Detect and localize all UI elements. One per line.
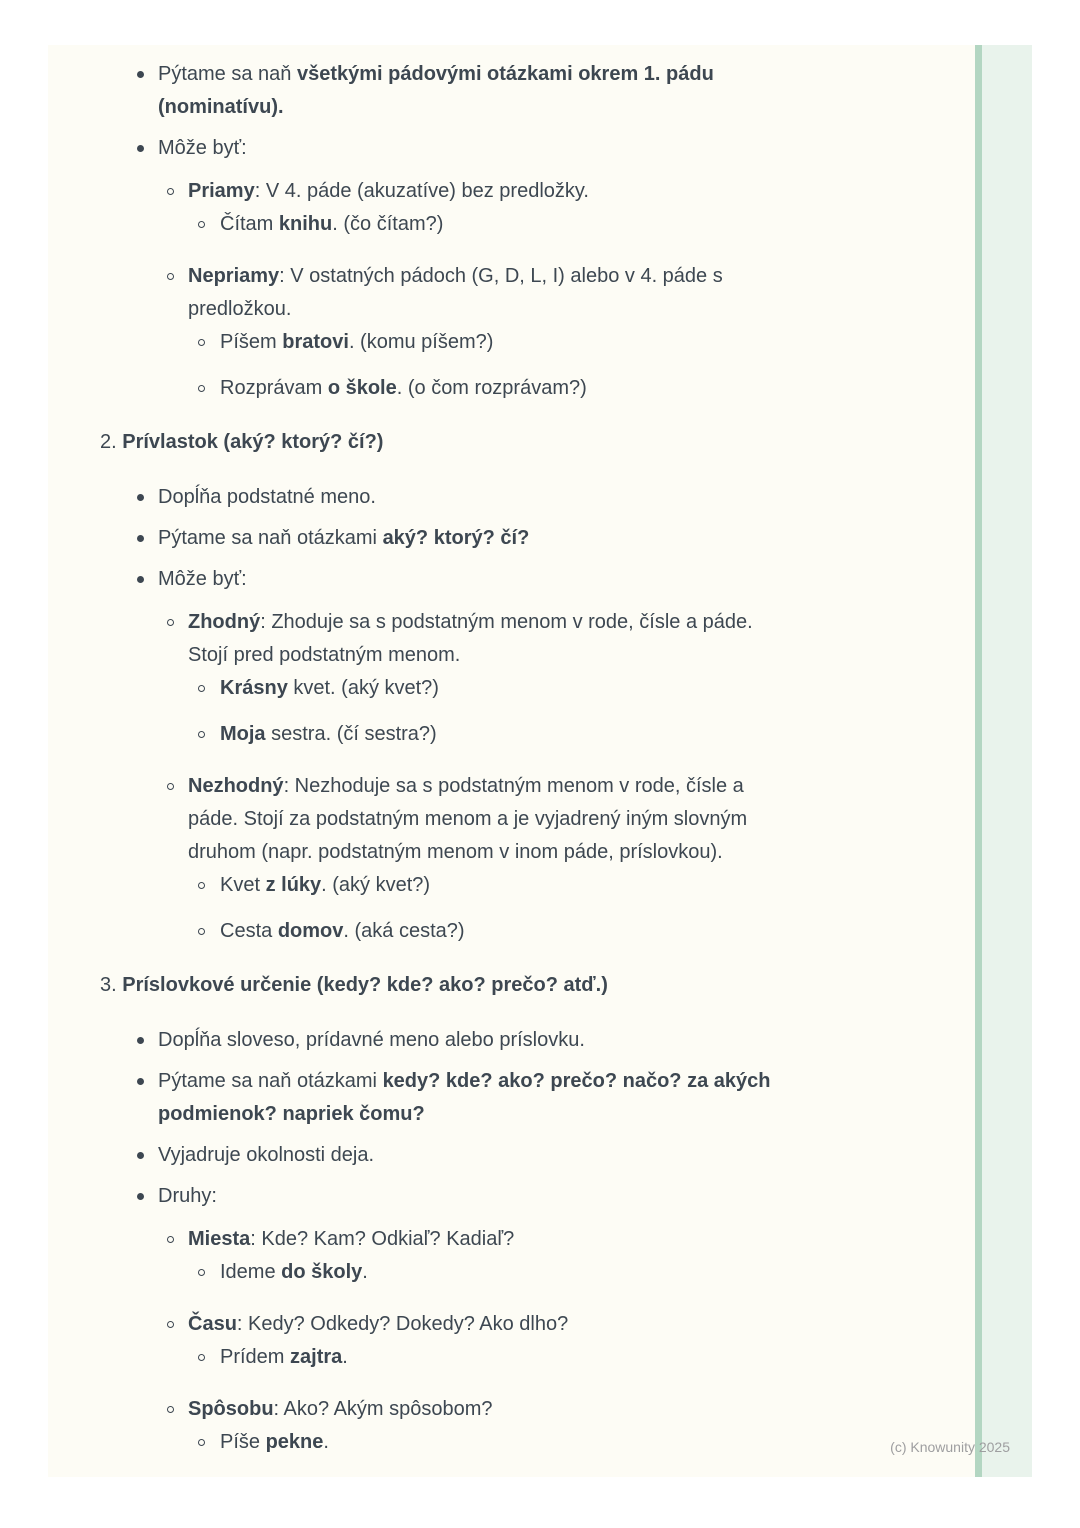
list-item-li2: Času: Kedy? Odkedy? Dokedy? Ako dlho? (100, 1308, 930, 1341)
list-item-li1: Môže byť: (100, 132, 930, 165)
list-item-li2: Miesta: Kde? Kam? Odkiaľ? Kadiaľ? (100, 1223, 930, 1256)
list-item-li3: Kvet z lúky. (aký kvet?) (100, 869, 930, 902)
list-item-li3: Píšem bratovi. (komu píšem?) (100, 326, 930, 359)
section-heading: 3. Príslovkové určenie (kedy? kde? ako? prečo? atď.) (100, 974, 608, 996)
list-item-li3: Ideme do školy. (100, 1256, 930, 1289)
list-item-li3: Rozprávam o škole. (o čom rozprávam?) (100, 372, 930, 405)
list-item-li3: Krásny kvet. (aký kvet?) (100, 672, 930, 705)
list-item-li1: Pýtame sa naň otázkami kedy? kde? ako? prečo? načo? za akých podmienok? napriek čomu? (100, 1065, 930, 1131)
list-item-li1: Dopĺňa podstatné meno. (100, 481, 930, 514)
list-item-li2: Nezhodný: Nezhoduje sa s podstatným menom v rode, čísle a páde. Stojí za podstatným menom a je vyjadrený iným slovným druhom (napr. podstatným menom v inom páde, príslovkou). (100, 770, 930, 869)
accent-strip (975, 45, 1032, 1477)
list-item-li1: Dopĺňa sloveso, prídavné meno alebo príslovku. (100, 1024, 930, 1057)
list-item-li3: Prídem zajtra. (100, 1341, 930, 1374)
list-item-li2: Nepriamy: V ostatných pádoch (G, D, L, I) alebo v 4. páde s predložkou. (100, 260, 930, 326)
list-item-li3: Moja sestra. (čí sestra?) (100, 718, 930, 751)
document-page (48, 45, 1032, 1477)
list-item-li1: Pýtame sa naň otázkami aký? ktorý? čí? (100, 522, 930, 555)
list-item-li2: Priamy: V 4. páde (akuzatíve) bez predložky. (100, 175, 930, 208)
list-item-li1: Pýtame sa naň všetkými pádovými otázkami okrem 1. pádu (nominatívu). (100, 58, 930, 124)
list-item-li1: Druhy: (100, 1180, 930, 1213)
list-item-li1: Vyjadruje okolnosti deja. (100, 1139, 930, 1172)
list-item-li2: Zhodný: Zhoduje sa s podstatným menom v rode, čísle a páde. Stojí pred podstatným menom. (100, 606, 930, 672)
document-body (100, 54, 930, 1472)
copyright-text: (c) Knowunity 2025 (890, 1439, 1010, 1455)
section-heading: 2. Prívlastok (aký? ktorý? čí?) (100, 431, 384, 453)
list-item-li3: Čítam knihu. (čo čítam?) (100, 208, 930, 241)
list-item-li3: Píše pekne. (100, 1426, 930, 1459)
list-item-li2: Spôsobu: Ako? Akým spôsobom? (100, 1393, 930, 1426)
list-item-li3: Cesta domov. (aká cesta?) (100, 915, 930, 948)
list-item-li1: Môže byť: (100, 563, 930, 596)
